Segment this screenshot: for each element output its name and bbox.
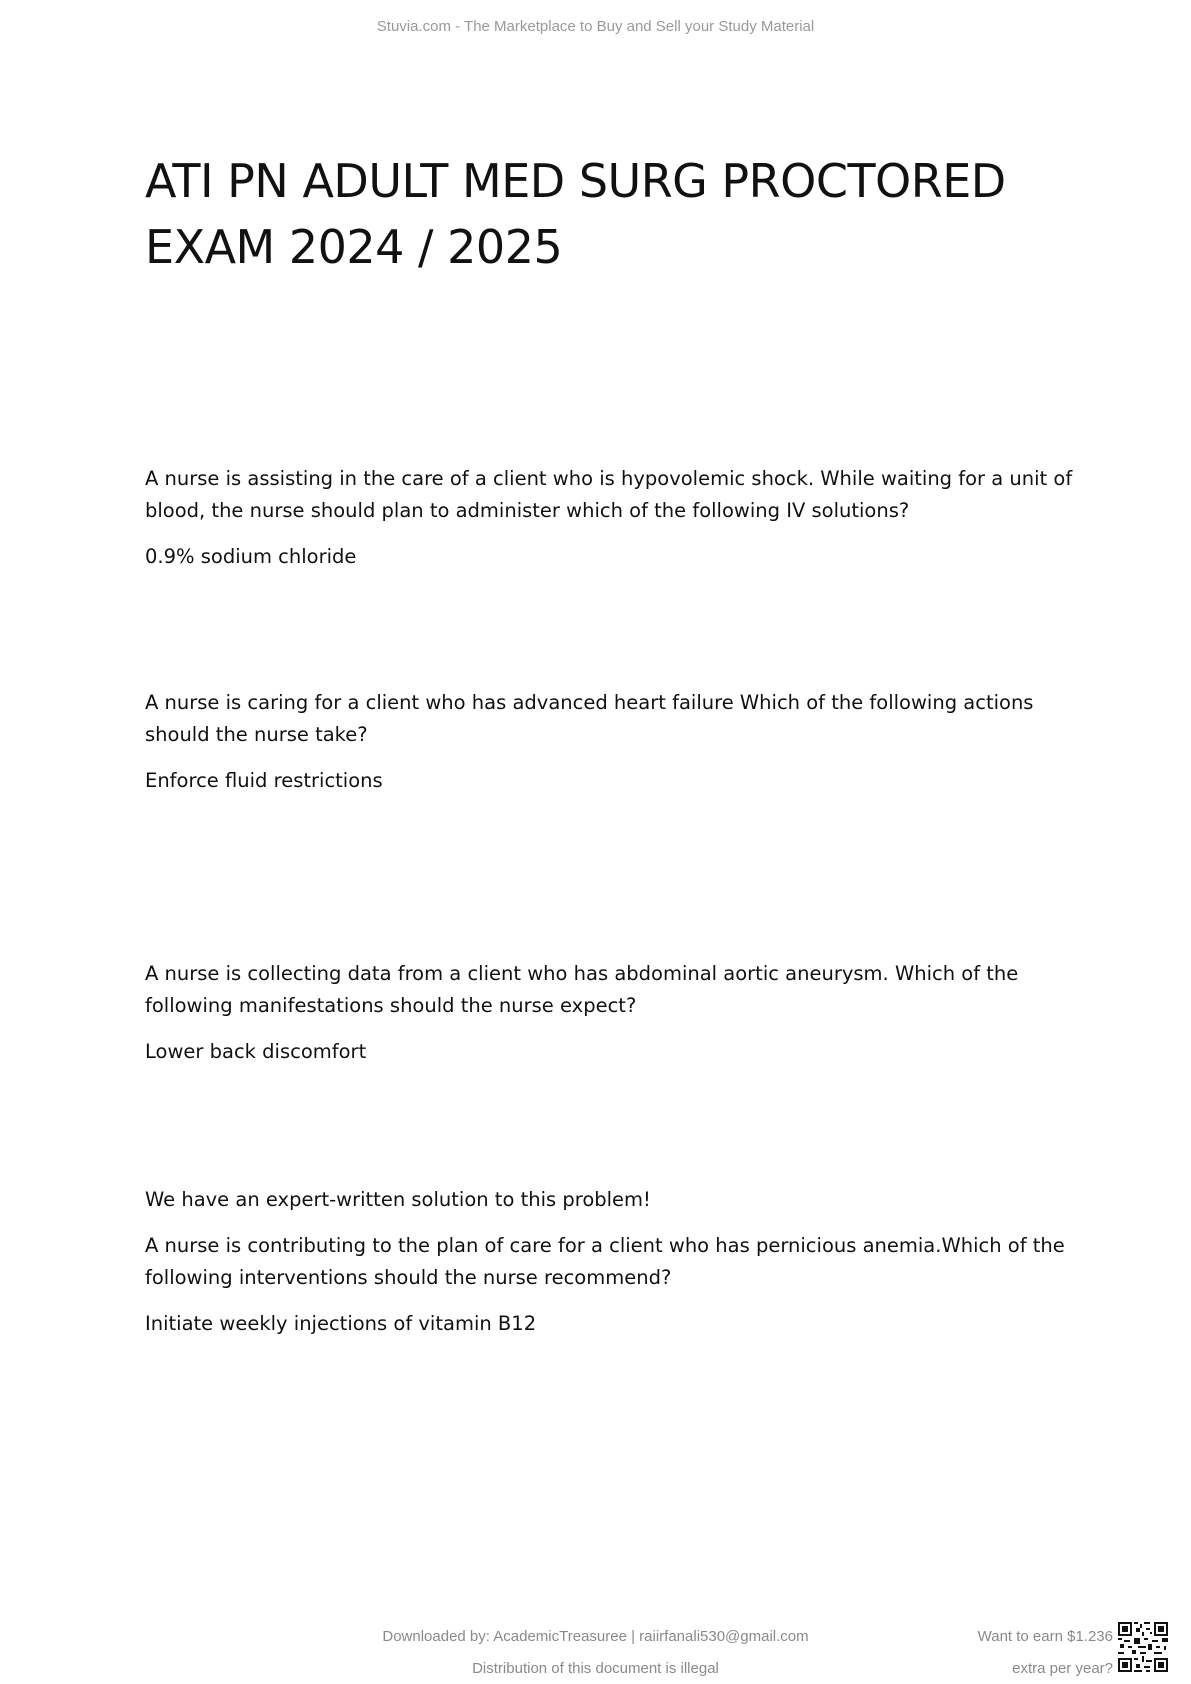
question-text: A nurse is contributing to the plan of care for a client who has pernicious anemia.Which of the following interventions should the nurse recommend? bbox=[145, 1234, 1065, 1289]
question-text: A nurse is caring for a client who has advanced heart failure Which of the following actions should the nurse take? bbox=[145, 691, 1034, 746]
header-note: Stuvia.com - The Marketplace to Buy and Sell your Study Material bbox=[376, 18, 815, 35]
answer-text: 0.9% sodium chloride bbox=[145, 545, 357, 568]
qr-code-icon[interactable] bbox=[1118, 1622, 1168, 1672]
solution-note: We have an expert-written solution to this problem! bbox=[145, 1188, 651, 1211]
question-text: A nurse is assisting in the care of a client who is hypovolemic shock. While waiting for a unit of blood, the nurse should plan to administer which of the following IV solutions? bbox=[145, 467, 1073, 522]
qa-item-2 bbox=[145, 687, 1085, 811]
qa-item-1 bbox=[145, 463, 1085, 587]
footer-distribution: Distribution of this document is illegal bbox=[472, 1660, 719, 1677]
answer-text: Initiate weekly injections of vitamin B12 bbox=[145, 1312, 537, 1335]
promo-line-1[interactable]: Want to earn $1.236 bbox=[977, 1628, 1113, 1645]
document-title bbox=[145, 148, 1045, 280]
qa-item-3 bbox=[145, 958, 1085, 1082]
document-title-line-1: ATI PN ADULT MED SURG PROCTORED bbox=[145, 154, 1006, 208]
answer-text: Enforce fluid restrictions bbox=[145, 769, 383, 792]
promo-line-2[interactable]: extra per year? bbox=[1012, 1660, 1113, 1677]
footer-downloaded-by: Downloaded by: AcademicTreasuree | raiirfanali530@gmail.com bbox=[382, 1628, 809, 1645]
answer-text: Lower back discomfort bbox=[145, 1040, 367, 1063]
document-title-line-2: EXAM 2024 / 2025 bbox=[145, 220, 563, 274]
question-text: A nurse is collecting data from a client who has abdominal aortic aneurysm. Which of the following manifestations should the nurse expect? bbox=[145, 962, 1019, 1017]
qa-item-4 bbox=[145, 1184, 1085, 1354]
